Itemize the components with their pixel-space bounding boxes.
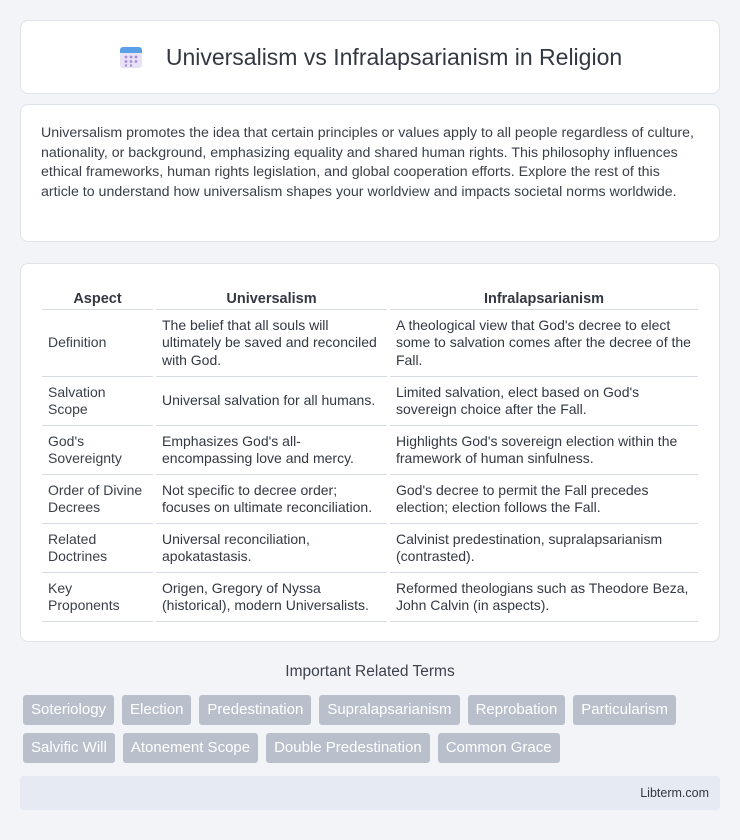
row-aspect: Definition xyxy=(42,310,153,377)
tag-election[interactable]: Election xyxy=(122,695,191,725)
row-aspect: Order of Divine Decrees xyxy=(42,475,153,524)
tag-atonement-scope[interactable]: Atonement Scope xyxy=(123,733,258,763)
row-infralapsarianism: Limited salvation, elect based on God's sovereign choice after the Fall. xyxy=(390,377,698,426)
page-title: Universalism vs Infralapsarianism in Religion xyxy=(165,43,623,70)
header-universalism: Universalism xyxy=(156,284,387,310)
table-header-row xyxy=(42,284,698,310)
row-infralapsarianism: God's decree to permit the Fall precedes election; election follows the Fall. xyxy=(390,475,698,524)
footer xyxy=(20,776,720,810)
comparison-table xyxy=(39,284,701,622)
row-universalism: Emphasizes God's all-encompassing love and mercy. xyxy=(156,426,387,475)
row-aspect: Key Proponents xyxy=(42,573,153,622)
footer-site-link[interactable]: Libterm.com xyxy=(640,786,709,800)
table-row xyxy=(42,524,698,573)
tag-double-predestination[interactable]: Double Predestination xyxy=(266,733,430,763)
row-infralapsarianism: Calvinist predestination, supralapsarianism (contrasted). xyxy=(390,524,698,573)
row-universalism: Origen, Gregory of Nyssa (historical), modern Universalists. xyxy=(156,573,387,622)
row-universalism: The belief that all souls will ultimately be saved and reconciled with God. xyxy=(156,310,387,377)
table-row xyxy=(42,377,698,426)
tag-reprobation[interactable]: Reprobation xyxy=(468,695,566,725)
header-aspect: Aspect xyxy=(42,284,153,310)
related-terms-title: Important Related Terms xyxy=(285,663,455,680)
table-row xyxy=(42,573,698,622)
row-infralapsarianism: Reformed theologians such as Theodore Beza, John Calvin (in aspects). xyxy=(390,573,698,622)
calendar-icon xyxy=(118,44,144,70)
row-aspect: God's Sovereignty xyxy=(42,426,153,475)
comparison-table-card xyxy=(20,263,720,642)
tag-particularism[interactable]: Particularism xyxy=(573,695,676,725)
tag-supralapsarianism[interactable]: Supralapsarianism xyxy=(319,695,459,725)
tag-soteriology[interactable]: Soteriology xyxy=(23,695,114,725)
row-universalism: Universal reconciliation, apokatastasis. xyxy=(156,524,387,573)
row-universalism: Not specific to decree order; focuses on ultimate reconciliation. xyxy=(156,475,387,524)
row-infralapsarianism: Highlights God's sovereign election within the framework of human sinfulness. xyxy=(390,426,698,475)
table-row xyxy=(42,310,698,377)
row-universalism: Universal salvation for all humans. xyxy=(156,377,387,426)
related-terms-tags xyxy=(23,695,723,763)
table-row xyxy=(42,475,698,524)
intro-card xyxy=(20,104,720,242)
row-aspect: Salvation Scope xyxy=(42,377,153,426)
tag-predestination[interactable]: Predestination xyxy=(199,695,311,725)
row-aspect: Related Doctrines xyxy=(42,524,153,573)
row-infralapsarianism: A theological view that God's decree to elect some to salvation comes after the decree of the Fall. xyxy=(390,310,698,377)
tag-salvific-will[interactable]: Salvific Will xyxy=(23,733,115,763)
header-card xyxy=(20,20,720,94)
header-infralapsarianism: Infralapsarianism xyxy=(390,284,698,310)
intro-text: Universalism promotes the idea that certain principles or values apply to all people regardless of culture, nationality, or background, emphasizing equality and shared human rights. This philosophy influences ethical frameworks, human rights legislation, and global cooperation efforts. Explore the rest of this article to understand how universalism shapes your worldview and impacts societal norms worldwide. xyxy=(41,125,694,200)
table-row xyxy=(42,426,698,475)
tag-common-grace[interactable]: Common Grace xyxy=(438,733,560,763)
